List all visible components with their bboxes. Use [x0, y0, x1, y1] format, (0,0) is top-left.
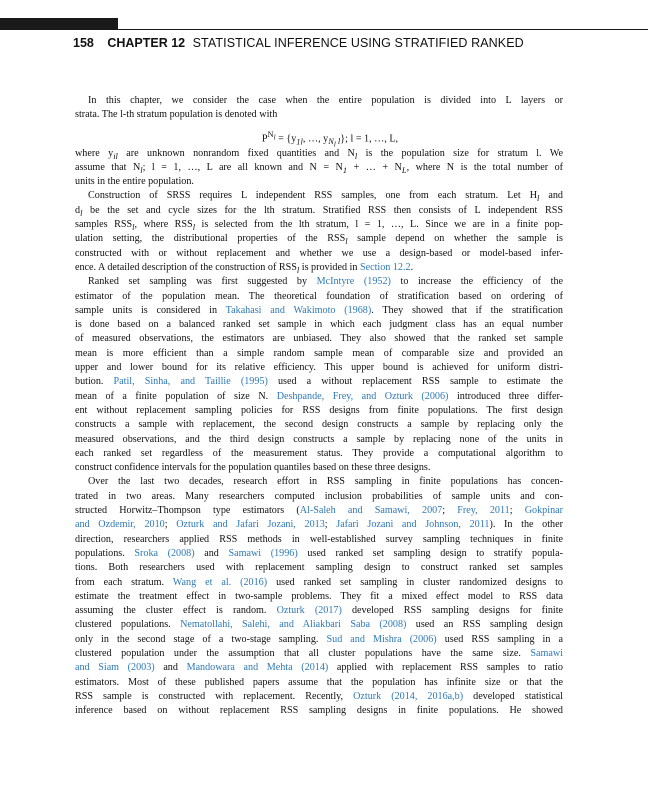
text-line: trated in two areas. Many researchers computed inclusion probabilities of sample units and con- — [75, 490, 563, 502]
citation-link[interactable]: Ozturk (2017) — [276, 605, 342, 617]
text-line: clustered population under the assumption that all cluster populations have the same size. Samawi — [75, 647, 563, 659]
text-line: tions. Both researchers used with replacement sampling design to construct ranked set samples — [75, 562, 563, 574]
text-line: In this chapter, we consider the case when the entire population is divided into L layers or — [88, 95, 563, 106]
text-line: ence. A detailed description of the construction of $RSS_l$ is provided in Section 12.2. — [75, 261, 414, 275]
text-line: populations. Sroka (2008) and Samawi (1996) used ranked set sampling design to stratify popula- — [75, 547, 563, 559]
citation-link[interactable]: Patil, Sinha, and Taillie (1995) — [113, 376, 268, 388]
text-line: estimator of the population mean. The theoretical foundation of stratification based on ordering of — [75, 290, 563, 302]
text-line: ulation setting, the distributional properties of the $RSS_l$ sample depend on whether the sample is — [75, 233, 563, 247]
text-line: estimate the treatment effect in two-sample problems. They fit a mixed effect model to RSS data — [75, 590, 563, 602]
header-rule — [0, 29, 648, 30]
citation-link[interactable]: Samawi — [530, 647, 563, 659]
text-line: mean is more efficient than a simple random sample mean of comparable size and provided an — [75, 347, 563, 359]
text-line: strata. The l-th stratum population is denoted with — [75, 109, 278, 121]
text-line: and Ozdemir, 2010; Ozturk and Jafari Jozani, 2013; Jafari Jozani and Johnson, 2011). In the other — [75, 519, 563, 531]
citation-link[interactable]: Takahasi and Wakimoto (1968) — [225, 304, 372, 316]
citation-link[interactable]: Samawi (1996) — [228, 547, 298, 559]
citation-link[interactable]: Ozturk and Jafari Jozani, 2013 — [176, 519, 325, 531]
text-line: assume that $N_l$; l = 1, …, L are all known and $N = N_1$ + … + $N_L$, where N is the total number of — [75, 161, 564, 175]
text-line: RSS sample is constructed with replacement. Recently, Ozturk (2014, 2016a,b) developed statistical — [75, 690, 563, 702]
citation-link[interactable]: Al-Saleh and Samawi, 2007 — [299, 505, 443, 517]
citation-link[interactable]: Jafari Jozani and Johnson, 2011 — [336, 519, 490, 531]
page-number: 158 — [73, 36, 94, 50]
text-line: direction, researchers applied RSS methods in well-established survey sampling techniques in finite — [75, 533, 563, 545]
citation-link[interactable]: Wang et al. (2016) — [172, 576, 268, 588]
text-line: constructs a sample with replacement, the second design constructs a sample by replacing only the — [75, 419, 563, 431]
citation-link[interactable]: and Ozdemir, 2010 — [75, 519, 165, 531]
text-line: only in the second stage of a two-stage sampling. Sud and Mishra (2006) used RSS sampling in a — [75, 633, 563, 645]
running-header — [73, 36, 524, 52]
citation-link[interactable]: Mandowara and Mehta (2014) — [186, 662, 329, 674]
text-line: constructed with or without replacement and whether we use a design-based or model-based infer- — [75, 247, 563, 259]
text-line: each ranked set regardless of the measurement status. They provide a computational algorithm to — [75, 447, 563, 459]
text-line: sample units is considered in Takahasi and Wakimoto (1968). They showed that if the stratification — [75, 304, 563, 316]
equation: $P^{N_l} = \{y_{1l}$, …, $y_{N_l l}$}; l = 1, …, L, — [261, 128, 399, 149]
text-line: Ranked set sampling was first suggested by McIntyre (1952) to increase the efficiency of the — [88, 276, 564, 288]
citation-link[interactable]: Ozturk (2014, 2016a,b) — [353, 690, 464, 702]
text-line: from each stratum. Wang et al. (2016) used ranked set sampling in cluster randomized designs to — [75, 576, 563, 588]
citation-link[interactable]: Sud and Mishra (2006) — [326, 633, 437, 645]
text-line: Over the last two decades, research effort in RSS sampling in finite populations has concen- — [88, 476, 563, 488]
text-line: construct confidence intervals for the population quantiles based on these three designs. — [75, 462, 431, 474]
text-line: structed Horwitz–Thompson type estimators (Al-Saleh and Samawi, 2007; Frey, 2011; Gokpinar — [75, 505, 563, 517]
text-line: inference based on without replacement RSS sampling designs in finite populations. He showed — [75, 705, 563, 717]
text-line: of measured observations, the estimators are unbiased. They also showed that the ranked set sample — [75, 333, 563, 345]
text-line: samples $RSS_l$, where $RSS_l$ is selected from the lth stratum, l = 1, …, L. Since we are in a finite pop- — [75, 219, 563, 233]
citation-link[interactable]: Section 12.2 — [359, 261, 411, 273]
text-line: mean of a finite population of size N. Deshpande, Frey, and Ozturk (2006) introduced three differ- — [75, 390, 563, 402]
text-line: and Siam (2003) and Mandowara and Mehta (2014) applied with replacement RSS samples to ratio — [75, 662, 563, 674]
text-line: $d_l$ be the set and cycle sizes for the lth stratum. Stratified RSS then consists of L independent RSS — [75, 204, 563, 218]
citation-link[interactable]: Nematollahi, Salehi, and Aliakbari Saba (2008) — [180, 619, 407, 631]
text-line: measured observations, and the third design constructs a sample by replacing none of the units in — [75, 433, 563, 445]
citation-link[interactable]: Sroka (2008) — [134, 547, 195, 559]
chapter-label: CHAPTER 12 — [107, 36, 186, 50]
text-line: estimators. Most of these published papers assume that the population has infinite size or that the — [75, 676, 563, 688]
text-line: ent without replacement sampling policies for RSS designs from finite populations. The first design — [75, 404, 563, 416]
citation-link[interactable]: McIntyre (1952) — [316, 276, 391, 288]
text-line: is done based on a balanced ranked set sample in which each judgment class has an equal number — [75, 319, 563, 331]
text-line: bution. Patil, Sinha, and Taillie (1995) used a without replacement RSS sample to estimate the — [75, 376, 563, 388]
text-line: upper and lower bound for its relative efficiency. This upper bound is achieved for uniform distri- — [75, 362, 563, 374]
text-line: where $y_{il}$ are unknown nonrandom fixed quantities and $N_l$ is the population size for stratum l. We — [75, 147, 564, 161]
text-line: clustered populations. Nematollahi, Salehi, and Aliakbari Saba (2008) used an RSS sampling design — [75, 619, 563, 631]
text-line: assuming the cluster effect is random. Ozturk (2017) developed RSS sampling designs for finite — [75, 605, 564, 617]
citation-link[interactable]: Gokpinar — [524, 505, 563, 517]
text-line: units in the entire population. — [75, 176, 194, 188]
chapter-title: STATISTICAL INFERENCE USING STRATIFIED RANKED — [192, 36, 524, 50]
citation-link[interactable]: and Siam (2003) — [75, 662, 155, 674]
citation-link[interactable]: Frey, 2011 — [457, 505, 510, 517]
citation-link[interactable]: Deshpande, Frey, and Ozturk (2006) — [276, 390, 449, 402]
body-text — [75, 94, 563, 718]
text-line: Construction of SRSS requires L independent RSS samples, one from each stratum. Let $H_l$ and — [88, 190, 563, 204]
